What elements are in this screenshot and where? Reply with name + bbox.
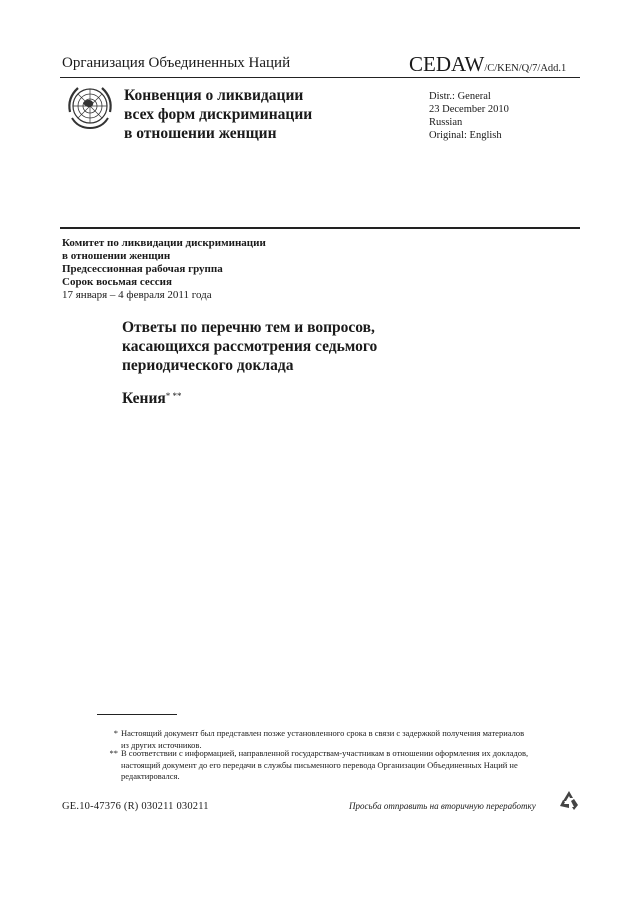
recycle-icon: [558, 789, 580, 811]
distribution-original: Original: English: [429, 130, 502, 141]
distribution-date: 23 December 2010: [429, 104, 509, 115]
committee-line: в отношении женщин: [62, 250, 171, 262]
committee-line: Комитет по ликвидации дискриминации: [62, 237, 266, 249]
footnote-markers: * **: [165, 391, 182, 401]
country-heading: [122, 390, 182, 408]
header-rule: [60, 77, 580, 78]
session-dates: 17 января – 4 февраля 2011 года: [62, 289, 212, 301]
document-title-line: периодического доклада: [122, 357, 294, 374]
document-title: [122, 318, 482, 375]
symbol-suffix: /C/KEN/Q/7/Add.1: [484, 63, 567, 74]
footnote-text: В соответствии с информацией, направленной государствам-участникам в отношении оформления их докладов, настоящий документ до его передачи в службы письменного перевода Организации Объединенных Наций не редактировался.: [121, 748, 529, 781]
section-rule: [60, 227, 580, 229]
footnote-2: [100, 748, 530, 783]
convention-title-line: Конвенция о ликвидации: [124, 87, 304, 104]
un-emblem-icon: [64, 82, 116, 134]
document-symbol: [409, 52, 566, 77]
footnote-text: Настоящий документ был представлен позже установленного срока в связи с задержкой получения материалов из других источников.: [121, 728, 525, 750]
ge-number: GE.10-47376 (R) 030211 030211: [62, 801, 209, 812]
footnote-mark: *: [113, 728, 118, 738]
organization-name: Организация Объединенных Наций: [62, 55, 291, 71]
session: Сорок восьмая сессия: [62, 276, 172, 288]
committee-block: [62, 237, 266, 302]
distribution-line: Distr.: General: [429, 91, 491, 102]
distribution-block: [429, 90, 509, 142]
document-title-line: касающихся рассмотрения седьмого: [122, 338, 378, 355]
document-title-line: Ответы по перечню тем и вопросов,: [122, 319, 375, 336]
symbol-main: CEDAW: [409, 52, 485, 76]
convention-title-line: всех форм дискриминации: [124, 106, 313, 123]
distribution-language: Russian: [429, 117, 463, 128]
convention-title: [124, 86, 384, 143]
country-name: Кения: [122, 390, 166, 407]
footnote-mark: **: [109, 748, 118, 758]
convention-title-line: в отношении женщин: [124, 125, 277, 142]
working-group: Предсессионная рабочая группа: [62, 263, 223, 275]
recycle-text: Просьба отправить на вторичную переработку: [349, 801, 536, 811]
footnote-rule: [97, 714, 177, 715]
